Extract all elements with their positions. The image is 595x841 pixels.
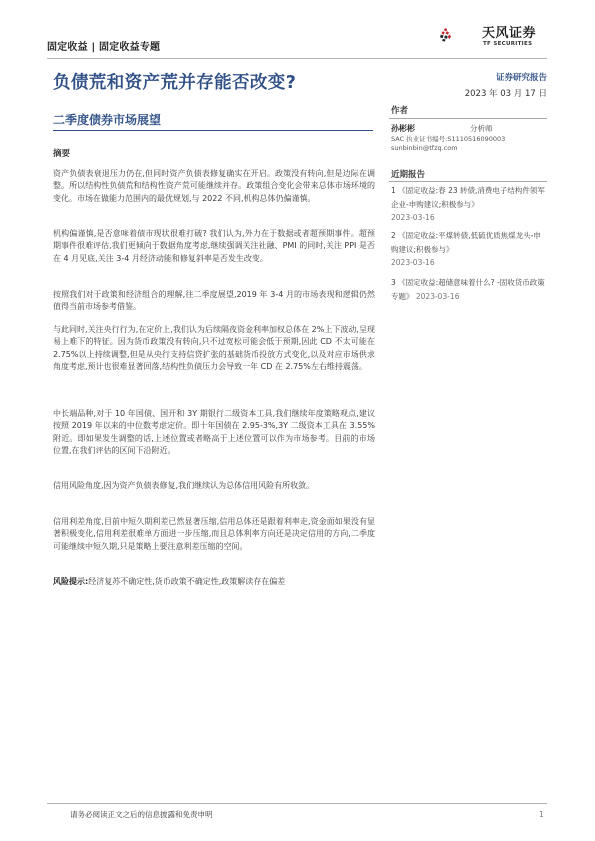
footer-disclaimer: 请务必阅读正文之后的信息披露和免责申明 [70, 810, 213, 819]
author-role: 分析师 [470, 124, 493, 133]
report-date: 2023 年 03 月 17 日 [464, 89, 547, 99]
recent-reports-heading: 近期报告 [391, 170, 426, 180]
recent-reports-divider [389, 181, 547, 182]
header-divider [47, 58, 547, 59]
abstract-paragraph: 资产负债表衰退压力仍在,但同时资产负债表修复确实在开启。政策没有转向,但是边际在调整。所以结构性负债荒和结构性资产荒可能继续并存。政策组合变化会带来总体市场环境的变化。市场在做能力范围内的最优规划,与 2022 不同,机构总体仍偏谨慎。 [53, 169, 375, 203]
recent-report-title: 1 《固定收益:春 23 转债,消费电子结构件领军企业-申购建议;积极参与》 [391, 186, 545, 209]
report-title: 负债荒和资产荒并存能否改变? [53, 73, 297, 93]
abstract-paragraph: 信用利差角度,目前中短久期利差已然显著压缩,信用总体还是跟着利率走,资金面如果没有显著积极变化,信用利差很难单方面进一步压缩,而且总体利率方向还是决定信用的方向,二季度可能继续中短久期,只是策略上要注意利差压缩的空间。 [53, 517, 375, 551]
abstract-paragraph: 与此同时,关注央行行为,在定价上,我们认为后续隔夜资金利率加权总体在 2%上下波动,呈现易上难下的特征。因为货币政策没有转向,只不过宽松可能会低于预期,因此 CD 不太可能在 2.75%以上持续调整,但是从央行支持信贷扩张的基础货币投放方式变化,以及对应市场供求角度考虑,预计也很难显著回落,结构性负债压力会导致一年 CD 在 2.75%左右维持震荡。 [53, 325, 375, 371]
abstract-paragraph: 中长端品种,对于 10 年国债、国开和 3Y 期银行二级资本工具,我们继续年度策略观点,建议按照 2019 年以来的中位数考虑定价。即十年国债在 2.95-3%,3Y 二级资本工具在 3.55%附近。即如果发生调整的话,上述位置或者略高于上述位置可以作为市场参考。目前的市场位置,在我们评估的区间下沿附近。 [53, 409, 375, 455]
recent-report-item[interactable] [391, 276, 545, 303]
risk-warning-text: 经济复苏不确定性,货币政策不确定性,政策解读存在偏差 [88, 577, 286, 586]
report-subtitle: 二季度债券市场展望 [53, 113, 162, 127]
recent-report-item[interactable] [391, 184, 545, 225]
recent-report-date: 2023-03-16 [415, 291, 460, 301]
author-heading: 作者 [391, 106, 409, 116]
page-number: 1 [539, 810, 544, 819]
recent-report-title: 2 《固定收益:平煤转债,低硫优质焦煤龙头-申购建议;积极参与》 [391, 231, 541, 254]
recent-report-title: 3 《固定收益:超储意味着什么? -固收货币政策专题》 [391, 278, 545, 301]
recent-report-date: 2023-03-16 [391, 213, 435, 222]
footer-divider [47, 803, 547, 804]
author-name: 孙彬彬 [391, 124, 415, 133]
author-email-link[interactable]: sunbinbin@tfzq.com [391, 144, 458, 152]
company-logo-text: 天风证券 [482, 26, 537, 41]
recent-report-item[interactable] [391, 229, 545, 270]
abstract-heading: 摘要 [53, 149, 71, 159]
subtitle-divider [53, 130, 373, 131]
risk-warning-label: 风险提示: [53, 577, 89, 586]
company-logo-icon [440, 14, 480, 56]
recent-report-date: 2023-03-16 [391, 258, 435, 267]
abstract-paragraph: 信用风险角度,因为资产负债表修复,我们继续认为总体信用风险有所收敛。 [53, 481, 315, 490]
author-certificate: SAC 执业证书编号:S1110516090003 [391, 135, 506, 143]
risk-warning [53, 576, 375, 588]
abstract-paragraph: 按照我们对于政策和经济组合的理解,往二季度展望,2019 年 3-4 月的市场表现和逻辑仍然值得当前市场参考借鉴。 [53, 290, 375, 312]
abstract-paragraph: 机构偏谨慎,是否意味着债市现状很难打破? 我们认为,外力在于数据或者超预期事件。超预期事件很难评估,我们更倾向于数据角度考虑,继续强调关注社融、PMI 的同时,关注 PPI 是否在 4 月见底,关注 3-4 月经济动能和修复斜率是否发生改变。 [53, 229, 375, 263]
company-logo-english: TF SECURITIES [483, 41, 533, 47]
author-divider [389, 118, 547, 119]
report-type: 证券研究报告 [495, 73, 547, 83]
report-category: 固定收益 | 固定收益专题 [47, 42, 161, 53]
